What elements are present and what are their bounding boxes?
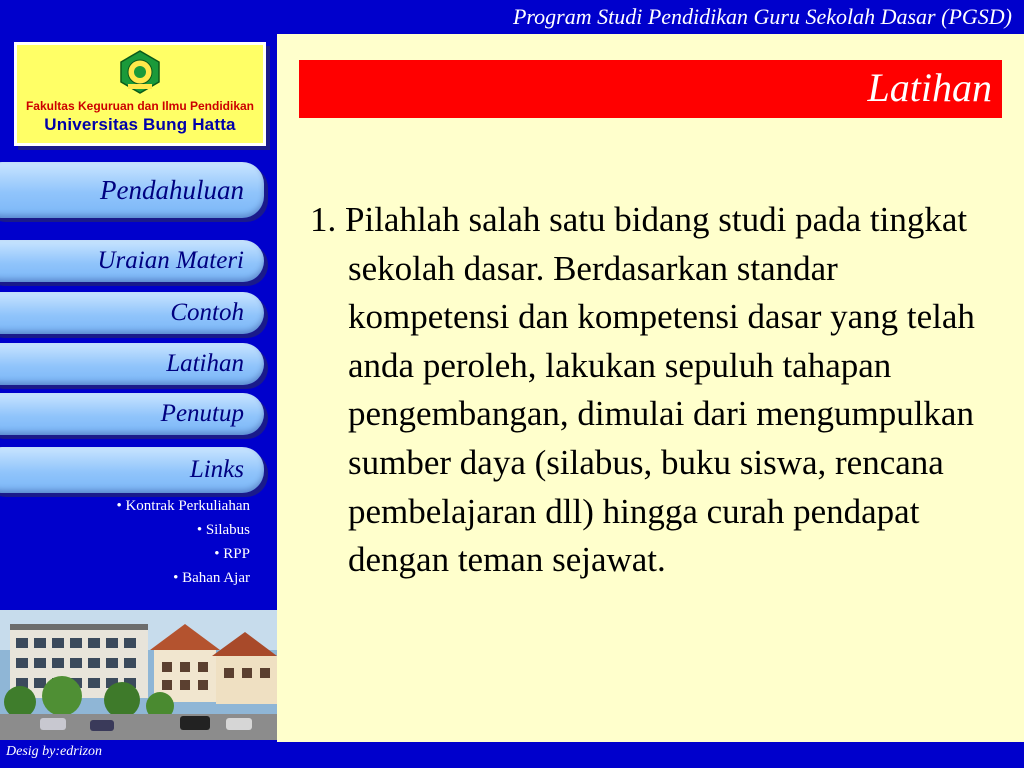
link-rpp[interactable]: • RPP bbox=[214, 546, 250, 562]
link-kontrak-perkuliahan[interactable]: • Kontrak Perkuliahan bbox=[116, 498, 250, 514]
sidebar bbox=[0, 0, 277, 768]
nav-button-latihan[interactable] bbox=[0, 343, 264, 385]
nav-label: Penutup bbox=[160, 400, 244, 427]
nav-label: Latihan bbox=[166, 350, 244, 377]
nav-button-uraian-materi[interactable] bbox=[0, 240, 264, 282]
nav-button-links[interactable] bbox=[0, 447, 264, 493]
campus-buildings-image bbox=[0, 610, 277, 740]
header-bar bbox=[277, 0, 1024, 34]
link-bahan-ajar[interactable]: • Bahan Ajar bbox=[173, 570, 250, 586]
campus-photo bbox=[0, 610, 277, 740]
link-silabus[interactable]: • Silabus bbox=[196, 522, 250, 538]
content-panel bbox=[277, 34, 1024, 742]
nav-label: Uraian Materi bbox=[97, 247, 244, 274]
section-heading-bar bbox=[299, 60, 1002, 118]
faculty-name: Fakultas Keguruan dan Ilmu Pendidikan bbox=[25, 99, 255, 113]
exercise-item-1: 1. Pilahlah salah satu bidang studi pada tingkat sekolah dasar. Berdasarkan standar kompetensi dan kompetensi dasar yang telah anda peroleh, lakukan sepuluh tahapan pengembangan, dimulai dari mengumpulkan sumber daya (silabus, buku siswa, rencana pembelajaran dll) hingga curah pendapat dengan teman sejawat. bbox=[310, 200, 975, 580]
exercise-text bbox=[310, 196, 990, 585]
links-list bbox=[116, 494, 250, 590]
nav-label: Contoh bbox=[170, 299, 244, 326]
section-heading: Latihan bbox=[867, 65, 992, 110]
nav-button-penutup[interactable] bbox=[0, 393, 264, 435]
nav-button-pendahuluan[interactable] bbox=[0, 162, 264, 218]
footer-bar bbox=[277, 742, 1024, 768]
program-title: Program Studi Pendidikan Guru Sekolah Dasar (PGSD) bbox=[512, 4, 1012, 29]
nav-button-contoh[interactable] bbox=[0, 292, 264, 334]
university-name: Universitas Bung Hatta bbox=[44, 115, 236, 134]
nav-label: Links bbox=[189, 456, 244, 483]
university-emblem-icon bbox=[118, 50, 162, 94]
university-logo bbox=[14, 42, 266, 146]
design-credit: Desig by:edrizon bbox=[6, 744, 103, 759]
nav-label: Pendahuluan bbox=[100, 175, 244, 205]
